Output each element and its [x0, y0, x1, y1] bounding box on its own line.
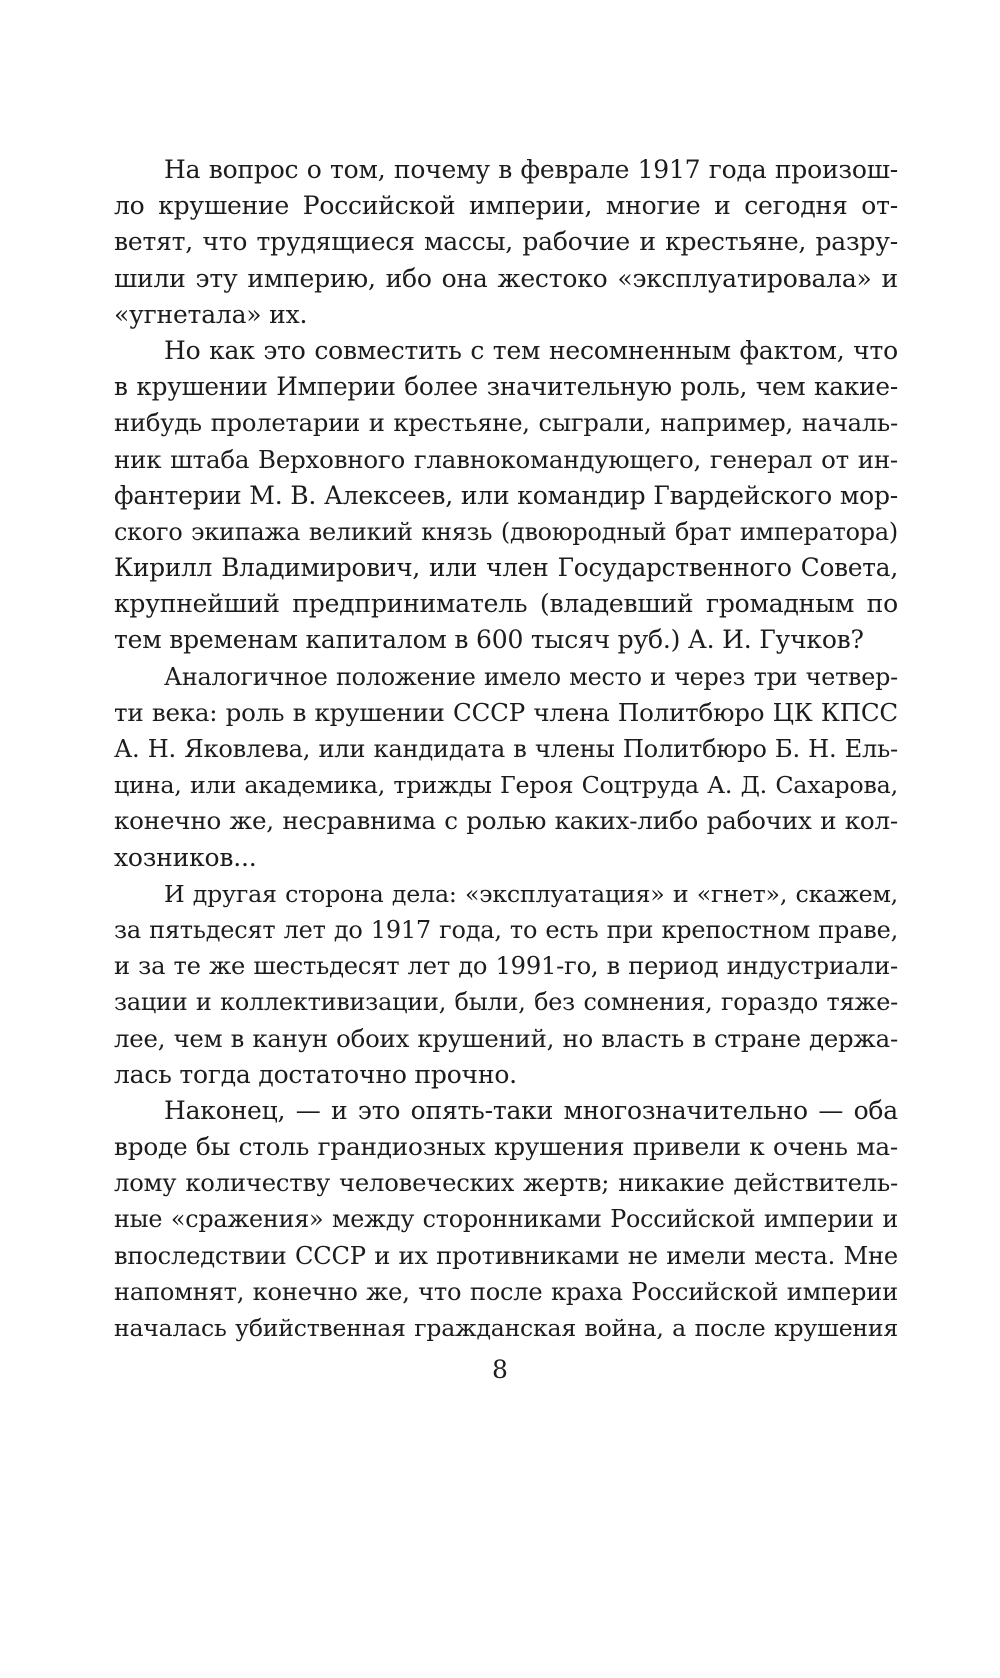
- text-line: ло крушение Российской империи, многие и сегодня от-: [114, 191, 898, 221]
- paragraph: [114, 152, 898, 333]
- text-line: ти века: роль в крушении СССР члена Политбюро ЦК КПСС: [114, 697, 898, 727]
- text-line: конечно же, несравнима с ролью каких-либо рабочих и кол-: [114, 806, 898, 836]
- page-number: 8: [492, 1355, 508, 1384]
- text-line: ветят, что трудящиеся массы, рабочие и крестьяне, разру-: [114, 227, 898, 257]
- text-line: ник штаба Верховного главнокомандующего, генерал от ин-: [114, 444, 898, 474]
- text-line: лее, чем в канун обоих крушений, но власть в стране держа-: [114, 1023, 898, 1053]
- text-line: впоследствии СССР и их противниками не имели места. Мне: [114, 1241, 898, 1270]
- text-line: На вопрос о том, почему в феврале 1917 года произош-: [164, 155, 898, 184]
- text-line: вроде бы столь грандиозных крушения привели к очень ма-: [114, 1132, 898, 1162]
- text-line: началась убийственная гражданская война, а после крушения: [114, 1314, 898, 1342]
- text-line: ского экипажа великий князь (двоюродный брат императора): [114, 517, 898, 546]
- text-line: Кирилл Владимирович, или член Государственного Совета,: [114, 553, 898, 583]
- body-text: [114, 152, 898, 1346]
- text-line: зации и коллективизации, были, без сомнения, гораздо тяже-: [114, 988, 898, 1017]
- text-line: цина, или академика, трижды Героя Соцтруда А. Д. Сахарова,: [114, 771, 898, 800]
- text-line: напомнят, конечно же, что после краха Российской империи: [114, 1277, 898, 1306]
- text-line: И другая сторона дела: «эксплуатация» и «гнет», скажем,: [164, 879, 898, 908]
- text-line: Но как это совместить с тем несомненным фактом, что: [164, 335, 898, 365]
- paragraph: [114, 333, 898, 659]
- text-line: тем временам капиталом в 600 тысяч руб.) А. И. Гучков?: [114, 625, 864, 655]
- text-line: ные «сражения» между сторонниками Российской империи и: [114, 1205, 898, 1234]
- paragraph: [114, 1093, 898, 1346]
- text-line: фантерии М. В. Алексеев, или командир Гвардейского мор-: [114, 480, 898, 510]
- text-line: за пятьдесят лет до 1917 года, то есть при крепостном праве,: [114, 915, 898, 944]
- text-line: А. Н. Яковлева, или кандидата в члены Политбюро Б. Н. Ель-: [114, 735, 898, 763]
- text-line: шили эту империю, ибо она жестоко «эксплуатировала» и: [114, 263, 898, 293]
- text-line: лась тогда достаточно прочно.: [114, 1059, 517, 1089]
- text-line: «угнетала» их.: [114, 299, 308, 329]
- text-line: и за те же шестьдесят лет до 1991-го, в период индустриали-: [114, 952, 898, 981]
- text-line: хозников...: [114, 842, 257, 872]
- paragraph: [114, 876, 898, 1093]
- paragraph: [114, 659, 898, 876]
- text-line: лому количеству человеческих жертв; никакие действитель-: [114, 1168, 898, 1198]
- text-line: Наконец, — и это опять-таки многозначительно — оба: [164, 1095, 898, 1125]
- text-line: Аналогичное положение имело место и через три четвер-: [164, 662, 898, 691]
- text-line: нибудь пролетарии и крестьяне, сыграли, например, началь-: [114, 409, 898, 438]
- text-line: в крушении Империи более значительную роль, чем какие-: [114, 372, 898, 402]
- text-line: крупнейший предприниматель (владевший громадным по: [114, 589, 898, 619]
